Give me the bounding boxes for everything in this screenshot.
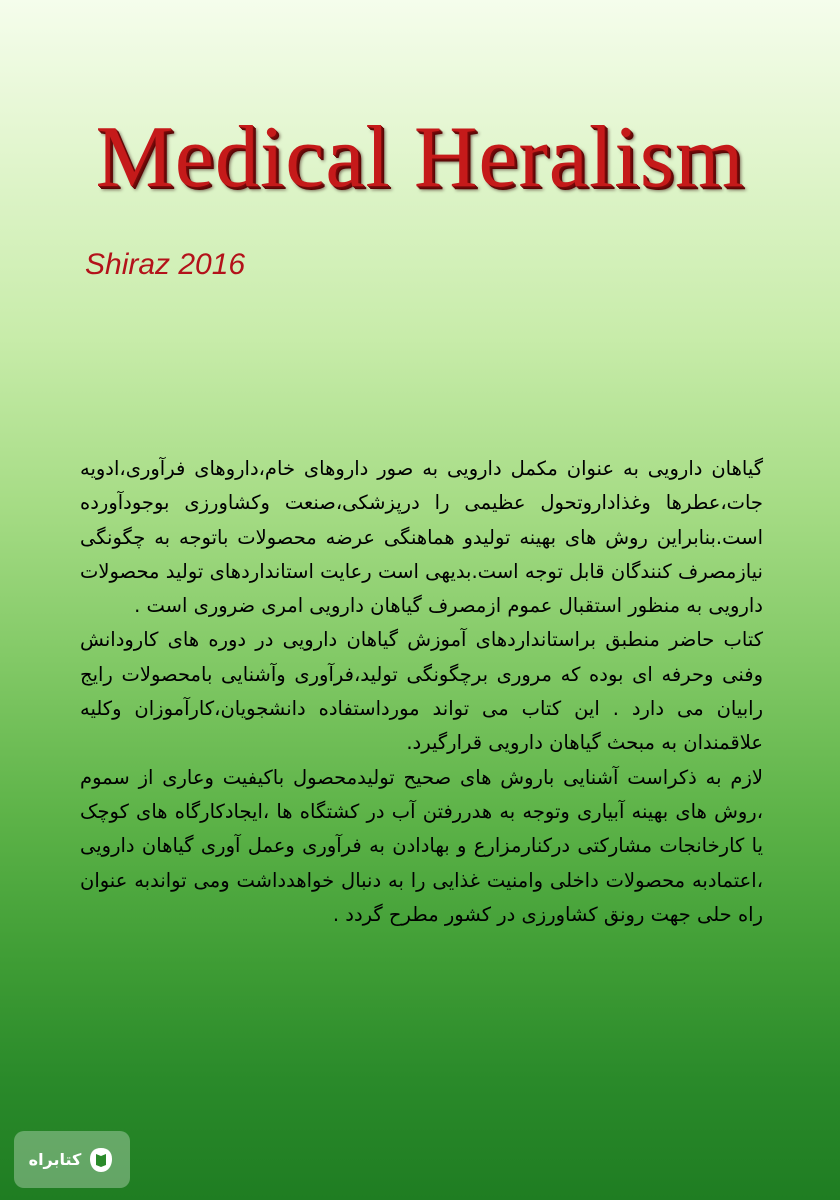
cover-body-text	[80, 452, 763, 932]
cover-title: Medical Heralism	[95, 109, 745, 206]
book-badge-icon	[87, 1146, 115, 1174]
watermark-logo-text: کتابراه	[28, 1150, 82, 1169]
body-paragraph: گیاهان دارویی به عنوان مکمل دارویی به صور داروهای خام،داروهای فرآوری،ادویه جات،عطرها وغذاداروتحول عظیمی را درپزشکی،صنعت وکشاورزی بوجودآورده است.بنابراین روش های بهینه تولیدو هماهنگی عرضه محصولات باتوجه به چگونگی نیازمصرف کنندگان قابل توجه است.بدیهی است رعایت استانداردهای تولید محصولات دارویی به منظور استقبال عموم ازمصرف گیاهان دارویی امری ضروری است .	[80, 457, 763, 618]
body-paragraph: کتاب حاضر منطبق براستانداردهای آموزش گیاهان دارویی در دوره های کارودانش وفنی وحرفه ای بوده که مروری برچگونگی تولید،فرآوری وآشنایی بامحصولات رایج رابیان می دارد . این کتاب می تواند مورداستفاده دانشجویان،کارآموزان وکلیه علاقمندان به مبحث گیاهان دارویی قرارگیرد.	[80, 628, 763, 755]
publisher-watermark	[14, 1131, 130, 1188]
cover-subtitle: Shiraz 2016	[85, 248, 246, 281]
body-paragraph: لازم به ذکراست آشنایی باروش های صحیح تولیدمحصول باکیفیت وعاری از سموم ،روش های بهینه آبیاری وتوجه به هدررفتن آب در کشتگاه ها ،ایجادکارگاه های کوچک یا کارخانجات مشارکتی درکنارمزارع و بهادادن به فرآوری وعمل آوری گیاهان دارویی ،اعتمادبه محصولات داخلی وامنیت غذایی را به دنبال خواهدداشت ومی تواندبه عنوان راه حلی جهت رونق کشاورزی در کشور مطرح گردد .	[80, 765, 763, 926]
